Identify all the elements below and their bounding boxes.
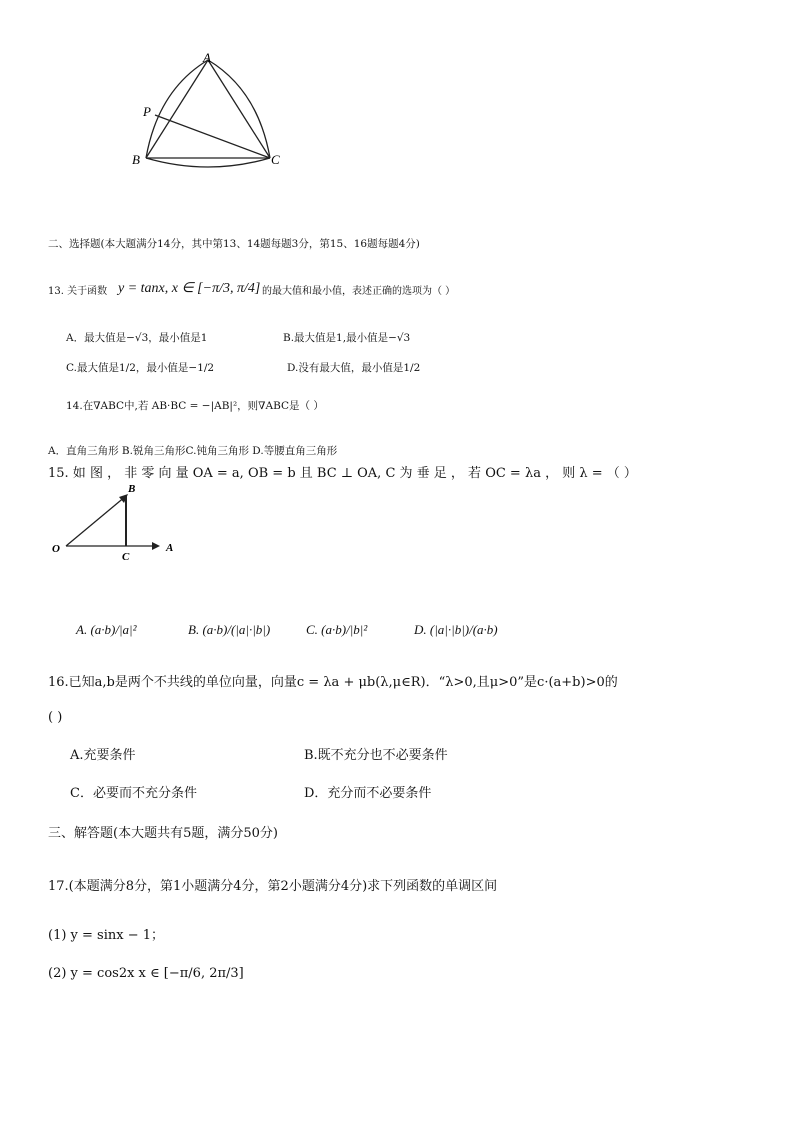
q16-option-a: A.充要条件 xyxy=(70,748,136,763)
q13-option-c: C.最大值是1/2，最小值是−1/2 xyxy=(66,362,215,374)
arrow-a xyxy=(152,542,160,550)
q13-option-a: A．最大值是−√3，最小值是1 xyxy=(66,332,208,344)
q13-suffix: 的最大值和最小值，表述正确的选项为（ ） xyxy=(262,286,456,297)
q16-stem: 16.已知a,b是两个不共线的单位向量，向量c = λa + μb(λ,μ∈R)．“λ>0,且μ>0”是c·(a+b)>0的 xyxy=(48,675,618,690)
label-b: B xyxy=(128,483,136,495)
label-b: B xyxy=(132,152,140,167)
arc-bc xyxy=(146,158,270,167)
label-o: O xyxy=(52,543,60,555)
vector-ob xyxy=(66,496,126,546)
q13-option-d: D.没有最大值，最小值是1/2 xyxy=(287,362,421,374)
segment-pc xyxy=(155,115,270,158)
q17-part-1: (1) y = sinx − 1； xyxy=(48,928,165,943)
q13-formula: y = tanx, x ∈ [−π/3, π/4] xyxy=(118,281,261,296)
q15-stem: 15. 如 图 ， 非 零 向 量 OA = a, OB = b 且 BC ⊥ OA, C 为 垂 足 ， 若 OC = λa ， 则 λ = （ ） xyxy=(48,466,637,481)
section-2-heading: 二、选择题(本大题满分14分，其中第13、14题每题3分，第15、16题每题4分) xyxy=(48,238,420,250)
label-c: C xyxy=(271,152,280,167)
label-a: A xyxy=(203,50,211,65)
q15-option-c: C. (a·b)/|b|² xyxy=(306,622,368,637)
q17-part-2: (2) y = cos2x x ∈ [−π/6, 2π/3] xyxy=(48,966,244,981)
q17-stem: 17.(本题满分8分，第1小题满分4分，第2小题满分4分)求下列函数的单调区间 xyxy=(48,879,498,894)
q16-blank: ( ) xyxy=(48,710,63,725)
side-ab xyxy=(146,60,208,158)
q15-option-a: A. (a·b)/|a|² xyxy=(76,622,137,637)
q14-options: A．直角三角形 B.锐角三角形C.钝角三角形 D.等腰直角三角形 xyxy=(48,445,338,457)
triangle-figure xyxy=(128,50,288,175)
q16-option-c: C．必要而不充分条件 xyxy=(70,786,197,801)
section-3-heading: 三、解答题(本大题共有5题，满分50分) xyxy=(48,826,278,841)
q15-option-d: D. (|a|·|b|)/(a·b) xyxy=(414,622,498,637)
q15-figure xyxy=(48,480,198,560)
label-a: A xyxy=(166,542,174,554)
q14-stem: 14.在∇ABC中,若 AB·BC = −|AB|²，则∇ABC是（ ） xyxy=(66,400,324,412)
q15-option-b: B. (a·b)/(|a|·|b|) xyxy=(188,622,271,637)
label-p: P xyxy=(143,104,151,119)
q16-option-d: D．充分而不必要条件 xyxy=(304,786,432,801)
q13-option-b: B.最大值是1,最小值是−√3 xyxy=(283,332,411,344)
q16-option-b: B.既不充分也不必要条件 xyxy=(304,748,448,763)
q13-prefix: 13. 关于函数 xyxy=(48,286,108,297)
label-c: C xyxy=(122,551,130,560)
side-ac xyxy=(208,60,270,158)
